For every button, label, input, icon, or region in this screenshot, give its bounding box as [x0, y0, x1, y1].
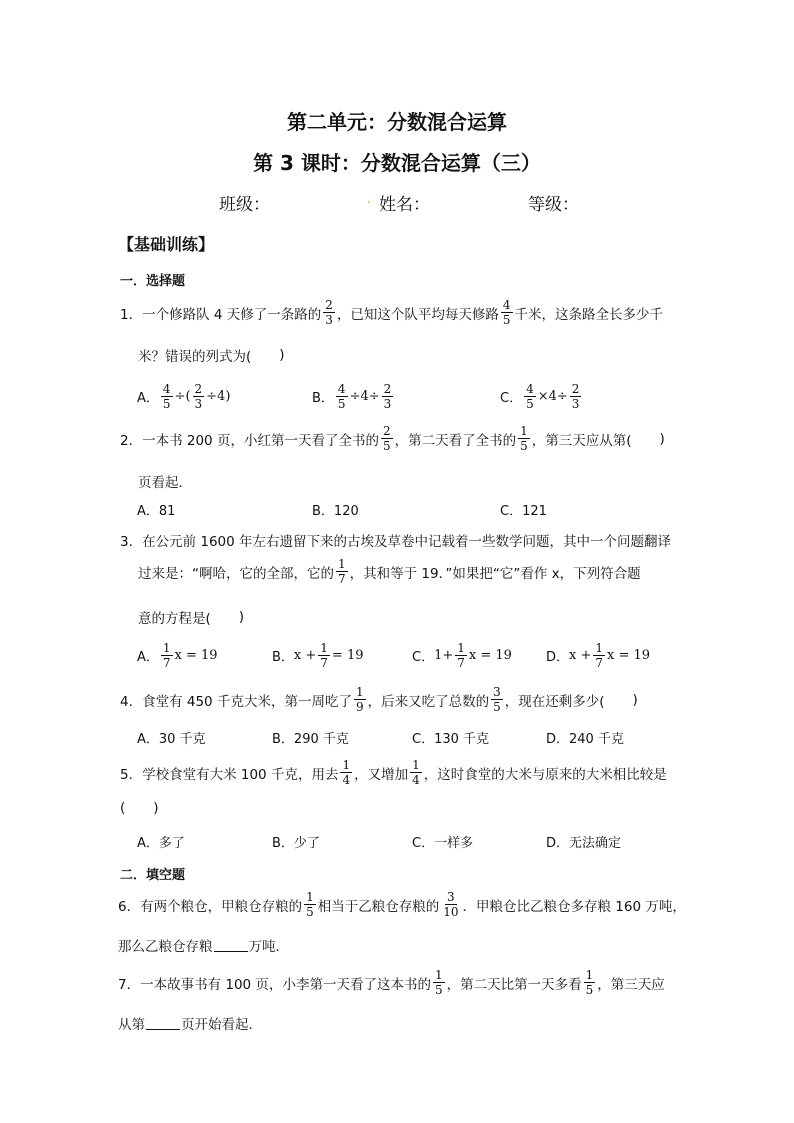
name-label: 姓名： — [379, 195, 430, 215]
paren-close: ) — [279, 347, 285, 363]
q7-text-a: 7．一本故事书有 100 页，小李第一天看了这本书的 — [118, 976, 431, 993]
q1-option-c — [500, 382, 583, 411]
unit-title: 第二单元：分数混合运算 — [287, 110, 507, 134]
q5-line1 — [120, 758, 667, 787]
q3-fraction: $\frac{1}{7}$ — [338, 557, 346, 586]
q3-line1: 3．在公元前 1600 年左右遗留下来的古埃及草卷中记载着一些数学问题，其中一个问题翻译 — [120, 534, 672, 550]
q1-fraction-2: $\frac{4}{5}$ — [502, 298, 511, 327]
q1-fraction-1: $\frac{2}{3}$ — [325, 298, 333, 327]
option-label: A． — [137, 391, 159, 406]
q5-fraction-1: $\frac{1}{4}$ — [342, 758, 351, 787]
q1-line1 — [120, 298, 663, 327]
option-label: A． — [137, 650, 159, 665]
option-expr: = 19 — [331, 648, 364, 663]
q3-option-d — [546, 641, 650, 670]
q1-text-a: 1．一个修路队 4 天修了一条路的 — [120, 306, 322, 323]
q4-text-b: ，后来又吃了总数的 — [367, 693, 490, 710]
q7-line1 — [118, 968, 665, 997]
option-expr: x = 19 — [607, 648, 651, 663]
q2-fraction-1: $\frac{2}{5}$ — [382, 424, 391, 453]
q2-option-c: C．121 — [500, 504, 547, 519]
q3-text-b: ，其和等于 19．”如果把“它”看作 x，下列符合题 — [349, 565, 641, 582]
q2-option-b: B．120 — [312, 504, 359, 519]
option-label: C． — [412, 650, 435, 665]
option-expr: ÷( — [174, 389, 191, 404]
answer-blank[interactable] — [146, 1017, 180, 1030]
paren-close: ) — [238, 609, 245, 625]
q7-text-b: ，第二天比第一天多看 — [446, 976, 582, 993]
option-expr: ÷4÷ — [349, 389, 380, 404]
q2-option-a: A．81 — [137, 504, 176, 519]
q6-fraction-2: $\frac{3}{10}$ — [443, 890, 459, 919]
q7-text-2a: 从第 — [118, 1017, 145, 1033]
q4-line1 — [120, 685, 638, 714]
option-label: D． — [546, 650, 570, 665]
q2-fraction-2: $\frac{1}{5}$ — [520, 424, 528, 453]
grade-label: 等级： — [528, 195, 579, 215]
section-title: 【基础训练】 — [118, 235, 215, 254]
option-expr: x = 19 — [468, 648, 512, 663]
q4-fraction-2: $\frac{3}{5}$ — [493, 685, 501, 714]
choice-heading: 一．选择题 — [120, 274, 186, 289]
fraction: $\frac{1}{7}$ — [162, 641, 171, 670]
q4-option-b: B．290 千克 — [272, 732, 349, 747]
fraction: $\frac{2}{3}$ — [194, 382, 203, 411]
fraction: $\frac{2}{3}$ — [571, 382, 580, 411]
lesson-title: 第 3 课时：分数混合运算（三） — [253, 151, 541, 175]
q5-text-c: ，这时食堂的大米与原来的大米相比较是 — [423, 766, 667, 783]
q3-option-c — [412, 641, 512, 670]
paren-close: ) — [153, 800, 159, 816]
class-label: 班级： — [219, 195, 270, 215]
paren-open: ( — [120, 800, 126, 816]
q1-option-b — [312, 382, 395, 411]
option-expr: ×4÷ — [537, 389, 568, 404]
option-expr: ÷4) — [206, 389, 231, 404]
option-label: C． — [500, 391, 523, 406]
q7-line2 — [118, 1013, 262, 1033]
q5-line2 — [120, 800, 159, 816]
q6-text-b: 相当于乙粮仓存粮的 — [317, 898, 440, 915]
q5-text-b: ，又增加 — [354, 766, 409, 783]
q1-text-b: ，已知这个队平均每天修路 — [336, 306, 499, 323]
q2-text-c: ，第三天应从第( — [531, 432, 632, 449]
q3-text-3: 意的方程是( — [138, 611, 211, 627]
fraction: $\frac{1}{7}$ — [320, 641, 328, 670]
q3-line3 — [138, 607, 244, 627]
fraction: $\frac{4}{5}$ — [337, 382, 346, 411]
option-label: B． — [312, 391, 334, 406]
q4-text-c: ，现在还剩多少( — [504, 693, 605, 710]
option-label: B． — [272, 650, 294, 665]
q3-option-a — [137, 641, 218, 670]
q3-option-b — [272, 641, 364, 670]
q6-text-a: 6．有两个粮仓，甲粮仓存粮的 — [118, 898, 303, 915]
q7-fraction-2: $\frac{1}{5}$ — [585, 968, 594, 997]
q4-option-c: C．130 千克 — [412, 732, 490, 747]
option-expr: 1+ — [434, 648, 454, 663]
fraction: $\frac{4}{5}$ — [526, 382, 534, 411]
q1-text-c: 千米，这条路全长多少千 — [514, 306, 664, 323]
q2-line1 — [120, 424, 665, 453]
q1-text-2: 米？错误的列式为( — [138, 349, 252, 365]
q1-option-a — [137, 382, 230, 411]
fill-heading: 二．填空题 — [120, 868, 186, 883]
q6-text-2a: 那么乙粮仓存粮 — [118, 939, 213, 955]
q4-option-d: D．240 千克 — [546, 732, 624, 747]
q6-text-2b: 万吨． — [248, 939, 289, 955]
fraction: $\frac{1}{7}$ — [595, 641, 604, 670]
dot-mark: . — [367, 192, 372, 207]
q4-fraction-1: $\frac{1}{9}$ — [355, 685, 364, 714]
q6-line1 — [118, 890, 686, 919]
option-expr: x = 19 — [174, 648, 218, 663]
paren-close: ) — [632, 691, 638, 708]
q4-text-a: 4．食堂有 450 千克大米，第一周吃了 — [120, 693, 352, 710]
paren-close: ) — [659, 430, 665, 447]
q7-text-c: ，第三天应 — [597, 976, 665, 993]
q4-option-a: A．30 千克 — [137, 732, 206, 747]
q2-text-a: 2．一本书 200 页，小红第一天看了全书的 — [120, 432, 379, 449]
q7-fraction-1: $\frac{1}{5}$ — [434, 968, 443, 997]
option-expr: x + — [569, 648, 592, 663]
q2-line2: 页看起． — [138, 475, 192, 491]
q6-text-c: ．甲粮仓比乙粮仓多存粮 160 万吨， — [462, 898, 686, 915]
fraction: $\frac{4}{5}$ — [162, 382, 171, 411]
q3-line2 — [138, 557, 641, 586]
q7-text-2b: 页开始看起． — [181, 1017, 262, 1033]
q1-line2 — [138, 345, 285, 365]
q5-option-c: C．一样多 — [412, 836, 474, 851]
q6-fraction-1: $\frac{1}{5}$ — [306, 890, 314, 919]
q3-text-a: 过来是：“啊哈，它的全部，它的 — [138, 565, 334, 582]
q5-option-b: B．少了 — [272, 836, 320, 851]
q5-option-a: A．多了 — [137, 836, 185, 851]
q6-line2 — [118, 935, 289, 955]
fraction: $\frac{2}{3}$ — [383, 382, 392, 411]
q2-text-b: ，第二天看了全书的 — [394, 432, 517, 449]
q5-text-a: 5．学校食堂有大米 100 千克，用去 — [120, 766, 339, 783]
fraction: $\frac{1}{7}$ — [457, 641, 465, 670]
option-expr: x + — [293, 648, 317, 663]
q5-fraction-2: $\frac{1}{4}$ — [412, 758, 420, 787]
answer-blank[interactable] — [214, 939, 248, 952]
q5-option-d: D．无法确定 — [546, 836, 622, 851]
